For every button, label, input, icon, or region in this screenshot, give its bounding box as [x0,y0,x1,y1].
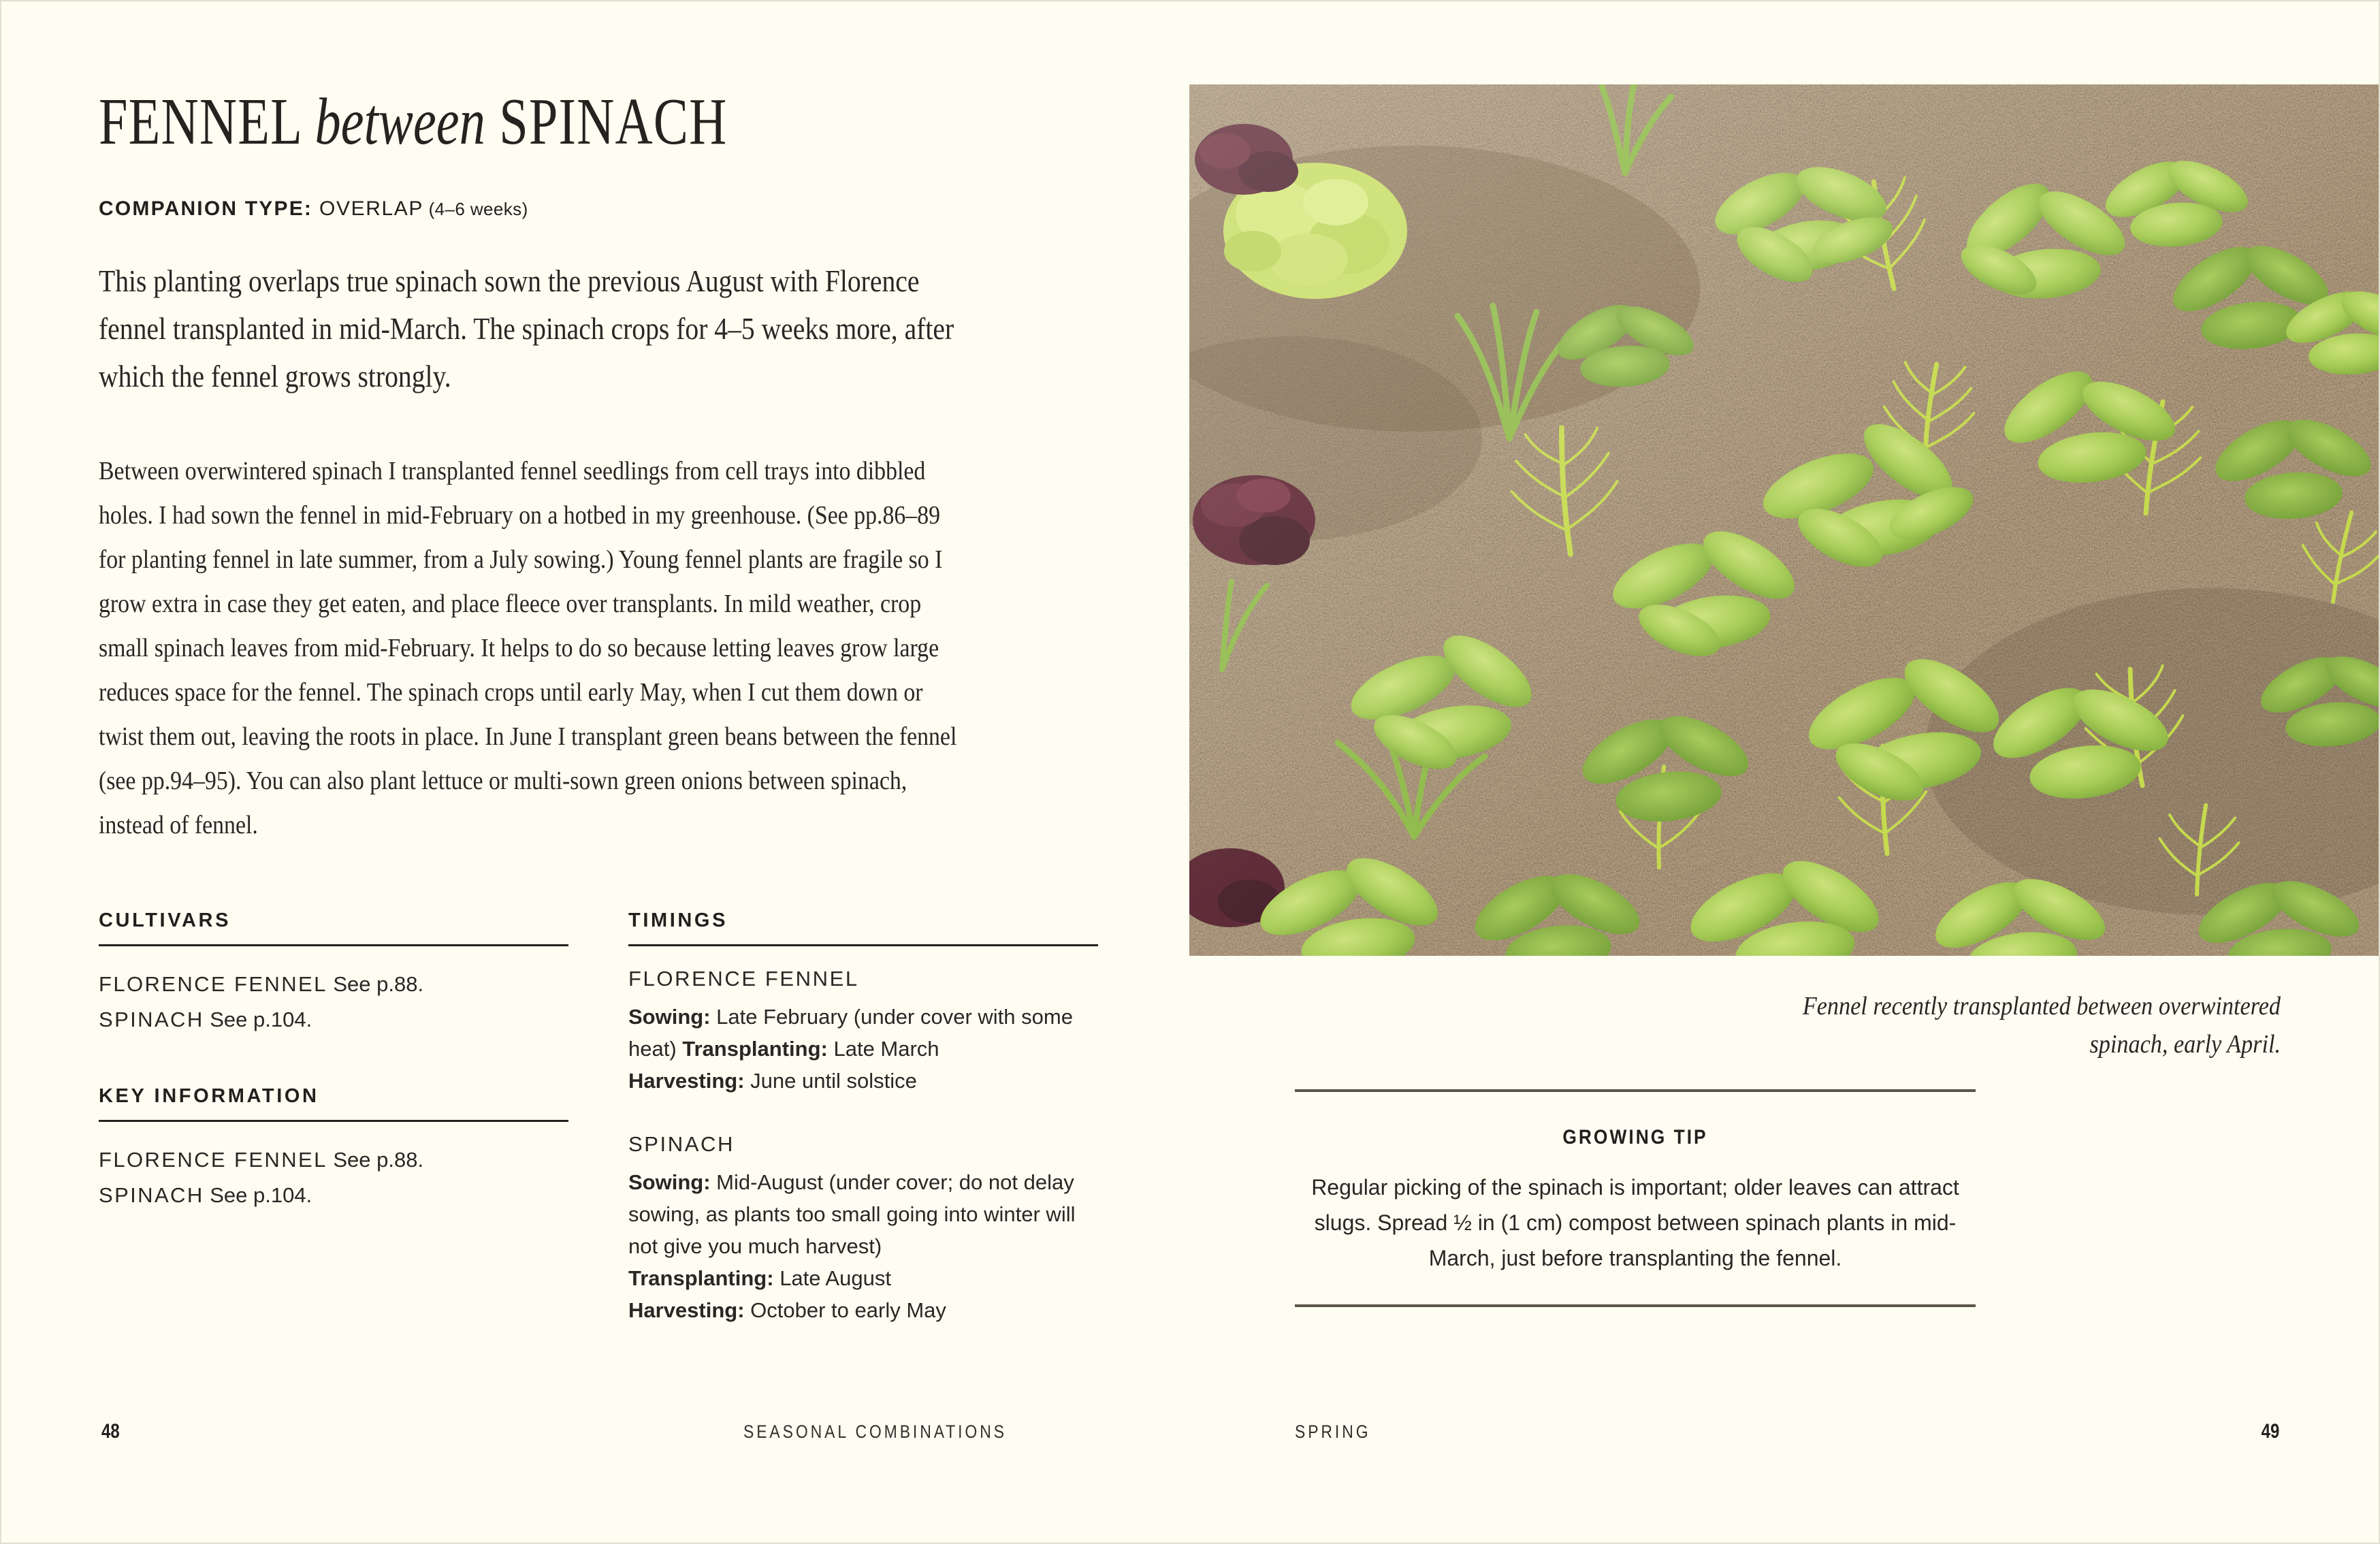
timings-column [628,910,1098,1349]
cultivars-entry-1-ref: See p.104. [204,1008,312,1031]
left-page [1,1,1189,1544]
timings-heading: TIMINGS [628,910,728,931]
growing-tip-heading: GROWING TIP [1562,1126,1708,1148]
key-information-entry-1-name: SPINACH [99,1183,204,1207]
key-information-entry-1 [99,1178,568,1213]
photo-caption: Fennel recently transplanted between overwintered spinach, early April. [1802,992,2281,1059]
timings-rule [628,944,1098,946]
timings-group-0-details [628,1001,1098,1097]
right-page-number: 49 [2261,1420,2279,1443]
key-information-entry-0 [99,1142,568,1178]
timings-group-0-sowing-label: Sowing: [628,1005,711,1029]
cultivars-entry-0 [99,967,568,1002]
cultivars-entry-1 [99,1002,568,1038]
timings-group-1-crop: SPINACH [628,1132,735,1156]
timings-group-0-crop: FLORENCE FENNEL [628,967,859,991]
key-information-entry-0-name: FLORENCE FENNEL [99,1148,327,1172]
key-information-entry-1-ref: See p.104. [204,1183,312,1207]
key-information-heading: KEY INFORMATION [99,1085,319,1107]
left-page-number: 48 [101,1420,120,1443]
growing-tip-bottom-rule [1295,1304,1976,1307]
cultivars-entry-0-ref: See p.88. [327,972,424,996]
timings-group-0-transplanting-label: Transplanting: [682,1037,828,1061]
page-title [99,85,728,159]
key-information-entry-0-ref: See p.88. [327,1148,424,1172]
growing-tip-body: Regular picking of the spinach is important; older leaves can attract slugs. Spread ½ in (1 cm) compost between spinach plants in mid-March, just before transplanting the fennel. [1311,1175,1959,1270]
timings-group-1-sowing-value: Mid-August (under cover; do not delay sowing, as plants too small going into winter will not give you much harvest) [628,1170,1076,1258]
left-running-head: SEASONAL COMBINATIONS [743,1421,1007,1442]
key-information-rule [99,1120,568,1122]
title-part-1: FENNEL [99,85,315,159]
companion-type-label: COMPANION TYPE: [99,197,313,220]
timings-group-0-sowing-value: Late February (under cover with some heat) [628,1005,1073,1061]
companion-type-duration: (4–6 weeks) [423,199,528,219]
cultivars-entry-1-name: SPINACH [99,1008,204,1031]
timings-group-spacer [628,1120,1098,1131]
title-part-2: SPINACH [485,85,728,159]
timings-group-0-harvesting-label: Harvesting: [628,1069,745,1093]
timings-group-1-transplanting-label: Transplanting: [628,1266,774,1290]
intro-paragraph: This planting overlaps true spinach sown the previous August with Florence fennel transplanted in mid-March. The spinach crops for 4–5 weeks more, after which the fennel grows strongly. [99,264,954,393]
companion-type-line [99,197,528,221]
timings-group-0-harvesting-value: June until solstice [744,1069,917,1093]
timings-group-0-transplanting-value: Late March [827,1037,939,1061]
companion-type-value: OVERLAP [312,197,423,220]
title-italic-word: between [315,85,485,159]
right-running-head: SPRING [1295,1421,1371,1442]
column-spacer [99,1038,568,1085]
growing-tip-box [1295,1089,1976,1307]
cultivars-column [99,910,568,1213]
timings-group-1-harvesting-value: October to early May [744,1298,946,1322]
garden-photograph [1189,84,2380,956]
timings-group-spinach [628,1132,1098,1326]
cultivars-heading: CULTIVARS [99,910,231,931]
timings-group-1-harvesting-label: Harvesting: [628,1298,745,1322]
growing-tip-top-rule [1295,1089,1976,1092]
timings-group-fennel [628,967,1098,1097]
timings-group-1-sowing-label: Sowing: [628,1170,711,1194]
body-paragraph: Between overwintered spinach I transplanted fennel seedlings from cell trays into dibbled holes. I had sown the fennel in mid-February on a hotbed in my greenhouse. (See pp.86–89 for planting fennel in late summer, from a July sowing.) Young fennel plants are fragile so I grow extra in case they get eaten, and place fleece over transplants. In mild weather, crop small spinach leaves from mid-February. It helps to do so because letting leaves grow large reduces space for the fennel. The spinach crops until early May, when I cut them down or twist them out, leaving the roots in place. In June I transplant green beans between the fennel (see pp.94–95). You can also plant lettuce or multi-sown green onions between spinach, instead of fennel. [99,457,957,839]
timings-group-1-details [628,1166,1098,1326]
cultivars-entry-0-name: FLORENCE FENNEL [99,972,327,996]
right-page [1189,1,2380,1544]
cultivars-rule [99,944,568,946]
timings-group-1-transplanting-value: Late August [773,1266,891,1290]
